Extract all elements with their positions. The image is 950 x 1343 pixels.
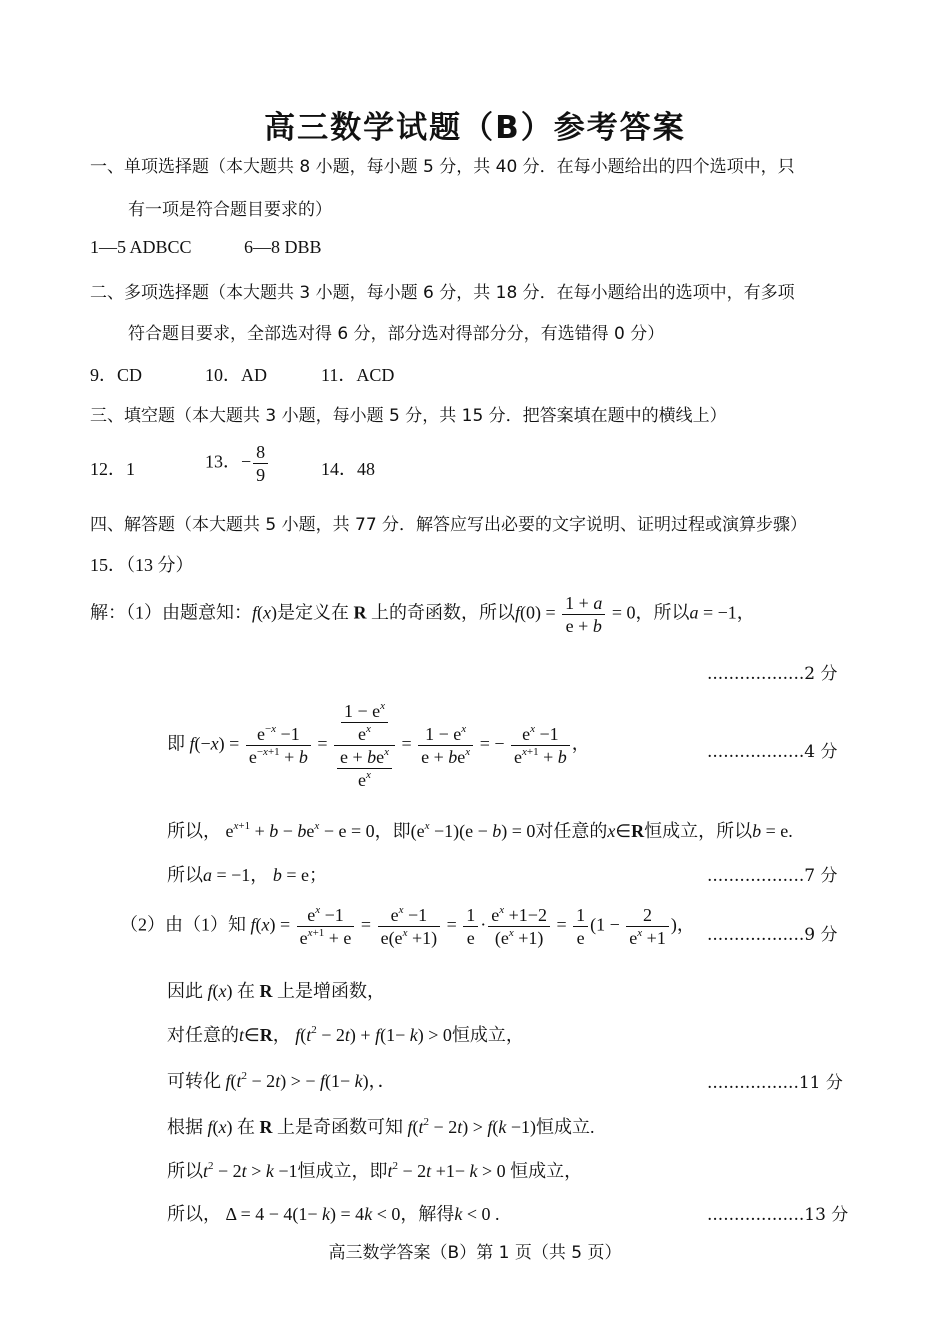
solution-line-2: 即 f(−x) = $\frac{e^{-x} -1}{e^{-x+1} + b}$ = $\frac{\frac{1 - e^x}{e^x}}{\frac{e + be^x}{e^x}}$ = $\frac{1 - e^x}{e + be^x}$ = − $\frac{e^x -1}{e^{x+1} + b}$ ， xyxy=(167,700,590,790)
section2-heading: 二、多项选择题（本大题共 3 小题，每小题 6 分，共 18 分．在每小题给出的选项中，有多项 xyxy=(90,283,795,303)
section4-heading: 四、解答题（本大题共 5 小题，共 77 分．解答应写出必要的文字说明、证明过程或演算步骤） xyxy=(90,515,808,535)
section3-heading: 三、填空题（本大题共 3 小题，每小题 5 分，共 15 分．把答案填在题中的横线上） xyxy=(90,406,727,426)
answer-14: 14．48 xyxy=(321,459,375,479)
answer-10: 10．AD xyxy=(205,365,267,385)
section1-heading: 一、单项选择题（本大题共 8 小题，每小题 5 分，共 40 分．在每小题给出的四个选项中，只 xyxy=(90,157,795,177)
answer-11: 11．ACD xyxy=(321,365,395,385)
answer-13: 13．− $\frac{8}{9}$ xyxy=(205,441,270,486)
solution-line-3: 所以， $e^{x+1} + b - be^x - e = 0$，即$(e^x -1)(e - b) = 0$对任意的x∈R恒成立，所以b = e. xyxy=(167,820,793,841)
page-footer: 高三数学答案（B）第 1 页（共 5 页） xyxy=(328,1243,622,1263)
solution-line-increasing: 因此 f(x) 在 R 上是增函数， xyxy=(167,981,386,1001)
answers-6-8: 6—8 DBB xyxy=(244,237,322,257)
section2-heading-cont: 符合题目要求，全部选对得 6 分，部分选对得部分分，有选错得 0 分） xyxy=(128,324,665,344)
section1-heading-cont: 有一项是符合题目要求的） xyxy=(128,200,332,220)
question-15-label: 15．（13 分） xyxy=(90,555,194,575)
answer-12: 12．1 xyxy=(90,459,135,479)
solution-part-2: （2）由（1）知 f(x) = $\frac{e^x -1}{e^{x+1} + e}$ = $\frac{e^x -1}{e(e^x +1)}$ = $\frac{1}{e}$ · $\frac{e^x +1-2}{(e^x +1)}$ = $\frac{1}{e}$ (1 − $\frac{2}{e^x +1}$ )， xyxy=(120,904,695,948)
solution-line-1: 解：（1）由题意知：f(x)是定义在 R 上的奇函数，所以f(0) = $\frac{1 + a}{e + b}$ = 0，所以a = −1， xyxy=(90,593,755,636)
score-4: ..................4 分 xyxy=(707,742,838,762)
score-13: ..................13 分 xyxy=(707,1205,849,1225)
solution-line-convert: 可转化 $f(t^2 - 2t)$ > − f(1− k)，． xyxy=(167,1070,396,1091)
score-7: ..................7 分 xyxy=(707,866,838,886)
solution-line-forall-t: 对任意的t∈R， $f(t^2 - 2t) + f(1- k) > 0$恒成立， xyxy=(167,1024,524,1045)
answer-9: 9．CD xyxy=(90,365,143,385)
page-title: 高三数学试题（B）参考答案 xyxy=(264,110,686,146)
score-9: ..................9 分 xyxy=(707,925,838,945)
score-11: .................11 分 xyxy=(707,1073,843,1093)
solution-line-inequality: 所以$t^2 - 2t > k -1$恒成立，即$t^2 - 2t +1- k > 0$ 恒成立， xyxy=(167,1160,583,1181)
solution-line-odd: 根据 f(x) 在 R 上是奇函数可知 $f(t^2 - 2t) > f(k -1)$恒成立. xyxy=(167,1116,595,1137)
score-2: ..................2 分 xyxy=(707,664,838,684)
solution-line-4: 所以a = −1， b = e； xyxy=(167,865,327,885)
solution-line-delta: 所以， Δ = 4 − 4(1− k) = 4k < 0，解得k < 0 . xyxy=(167,1204,500,1224)
answers-1-5: 1—5 ADBCC xyxy=(90,237,192,257)
